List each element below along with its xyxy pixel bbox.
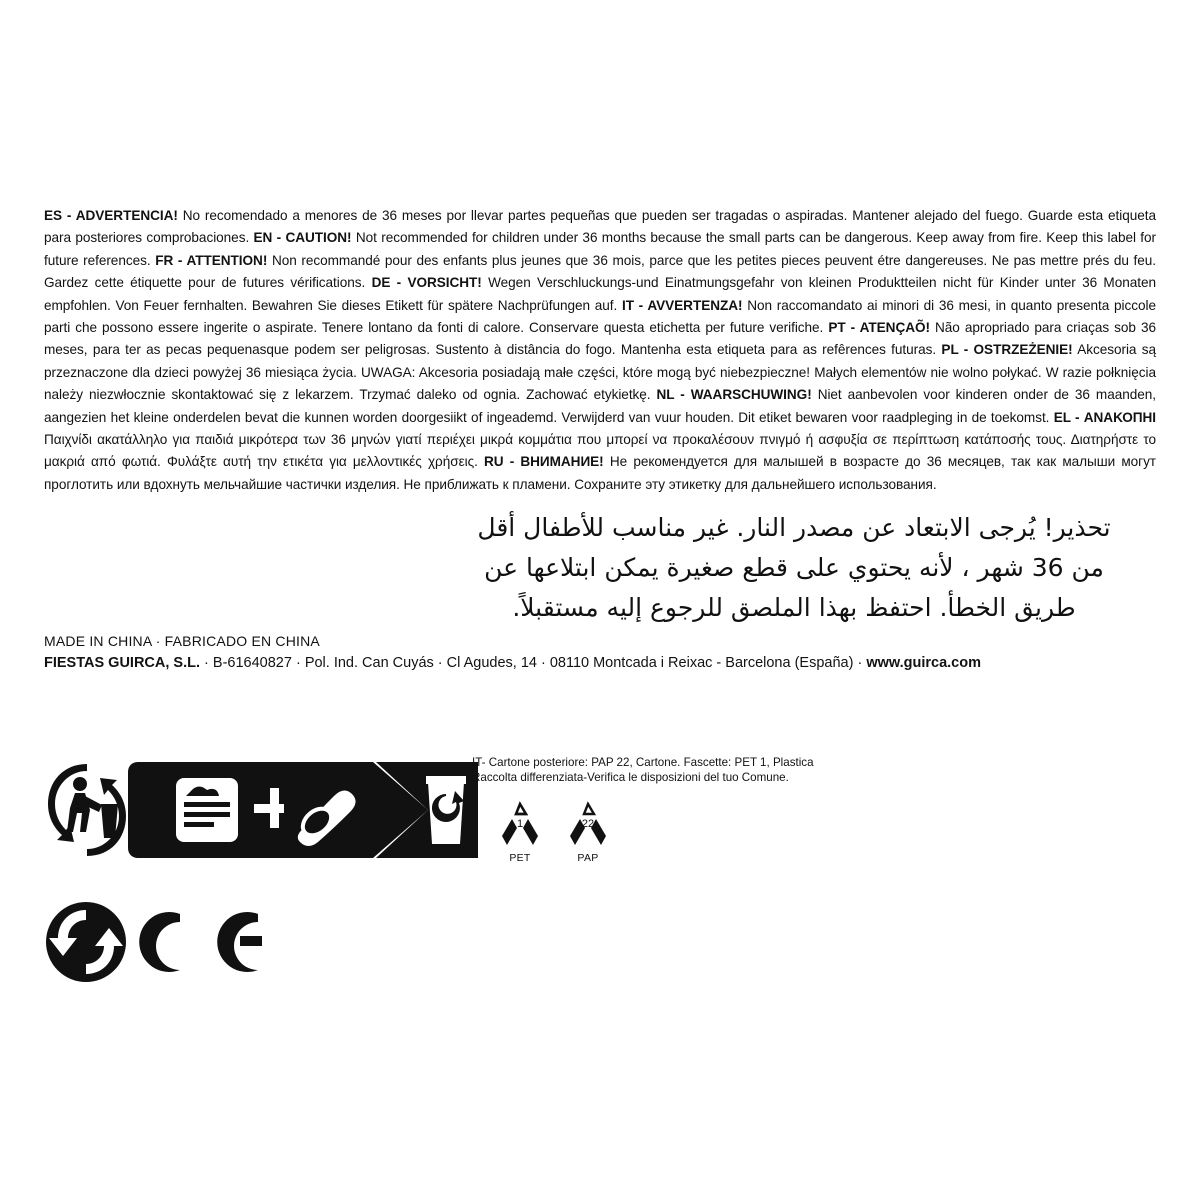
fr-country-badge: FR [44, 760, 59, 772]
warning-text-es: No recomendado a menores de 36 meses por llevar partes pequeñas que pueden ser tragadas o aspiradas. Mantener alejado del fuego. Guarde esta etiqueta para posteriores comprobaciones. [44, 208, 1156, 246]
warning-lang-tag-ru: RU - ВНИМАНИЕ! [484, 454, 604, 470]
material-triangle-pet [492, 800, 548, 864]
warning-lang-tag-nl: NL - WAARSCHUWING! [656, 387, 812, 403]
warning-text-it: Non raccomandato ai minori di 36 mesi, in quanto presenta piccole parti che possono essere ingerite o aspirate. Tenere lontano da fonti di calore. Conservare questa etichetta per future verifiche. [44, 297, 1156, 336]
warning-text-el: Παιχνίδι ακατάλληλο για παιδιά μικρότερα των 36 μηνών γιατί περιέχει μικρά κομμάτια που μπορεί να προκαλέσουν πνιγμό ή ασφυξία σε περίπτωση κατάποσής τους. Διατηρήστε το μακριά από φωτιά. Φυλάξτε αυτή την ετικέτα για μελλοντικές χρήσεις. [44, 432, 1156, 470]
warning-lang-tag-pl: PL - OSTRZEŻENIE! [941, 342, 1073, 358]
warning-text-pl: Akcesoria są przeznaczone dla dzieci powyżej 36 miesiąca życia. UWAGA: Akcesoria posiadają małe części, które mogą być niebezpieczne! Małych elementów nie wolno połykać. W razie połknięcia należy niezwłocznie skontaktować się z lekarzem. Trzymać daleko od ognia. Zachować etykietkę. [44, 342, 1156, 403]
warning-lang-tag-fr: FR - ATTENTION! [155, 252, 268, 268]
material-triangle-pet-code: 1 [516, 818, 524, 830]
gruner-punkt-icon [44, 900, 128, 984]
warning-text-nl: Niet aanbevolen voor kinderen onder de 36 maanden, aangezien het kleine onderdelen bevat die kunnen worden doorgesiikt of ingeademd. Verwijderd van vuur houden. Dit etiket bewaren voor raadpleging in de toekomst. [44, 387, 1156, 425]
ce-mark-icon [136, 910, 266, 974]
conformity-marks-group [44, 900, 274, 990]
warning-lang-tag-it: IT - AVVERTENZA! [621, 297, 743, 313]
tidyman-icon [44, 760, 130, 860]
material-triangle-pet-name: PET [509, 852, 531, 864]
italy-recycling-note [472, 755, 892, 785]
italy-recycling-note-line-2: Raccolta differenziata-Verifica le disposizioni del tuo Comune. [472, 771, 789, 784]
warning-text-ru: Не рекомендуется для малышей в возрасте до 36 месяцев, так как малыши могут проглотить или вдохнуть мельчайшие частички изделия. Не приближать к пламени. Сохраните эту этикетку для дальнейшего использования. [44, 454, 1156, 492]
warning-lang-tag-pt: PT - ATENÇAÕ! [828, 320, 930, 336]
warning-text-en: Not recommended for children under 36 months because the small parts can be dangerous. Keep away from fire. Keep this label for future references. [44, 230, 1157, 268]
multilingual-warning-text [44, 205, 1156, 496]
arabic-warning-block [434, 508, 1154, 628]
company-details: · B-61640827 · Pol. Ind. Can Cuyás · Cl Agudes, 14 · 08110 Montcada i Reixac - Barcelona (España) · [200, 655, 867, 671]
arabic-warning-line-3: طريق الخطأ. احتفظ بهذا الملصق للرجوع إليه مستقبلاً. [512, 593, 1076, 622]
material-triangle-pap [560, 800, 616, 864]
warning-lang-tag-el: EL - ΑΝΑΚΟΠΗΙ [1053, 409, 1156, 425]
warning-lang-tag-es: ES - ADVERTENCIA! [44, 208, 178, 223]
warning-text-pt: Não apropriado para criaças sob 36 meses, para ter as pecas pequenasque podem ser peligrosas. Sustento à distância do fogo. Mantenha esta etiqueta para as refêrences futuras. [44, 320, 1156, 358]
warning-text-de: Wegen Verschluckungs-und Einatmungsgefahr von kleinen Produktteilen nicht für Kinder unter 36 Monaten empfohlen. Von Feuer fernhalten. Bewahren Sie dieses Etikett für spätere Nachprüfungen auf. [44, 275, 1156, 313]
arabic-warning-line-1: تحذير! يُرجى الابتعاد عن مصدر النار. غير مناسب للأطفال أقل [477, 513, 1111, 542]
warning-lang-tag-en: EN - CAUTION! [253, 230, 352, 246]
material-triangle-pap-code: 22 [581, 818, 595, 830]
company-address-line [44, 655, 981, 671]
packaging-separation-icon [128, 762, 478, 858]
material-code-triangles [492, 800, 632, 876]
material-triangle-pap-name: PAP [577, 852, 599, 864]
made-in-text: MADE IN CHINA · FABRICADO EN CHINA [44, 633, 320, 649]
recycling-icon-group [44, 760, 444, 870]
arabic-warning-line-2: من 36 شهر ، لأنه يحتوي على قطع صغيرة يمكن ابتلاعها عن [484, 553, 1104, 582]
italy-recycling-note-line-1: IT- Cartone posteriore: PAP 22, Cartone. Fascette: PET 1, Plastica [472, 756, 814, 769]
warning-lang-tag-de: DE - VORSICHT! [371, 275, 482, 291]
company-website: www.guirca.com [866, 655, 981, 671]
warning-text-fr: Non recommandé pour des enfants plus jeunes que 36 mois, parce que les petites pieces peuvent étre dangereuses. Ne pas mettre prés du feu. Gardez cette étiquette pour de futures vérifications. [44, 252, 1157, 291]
company-name: FIESTAS GUIRCA, S.L. [44, 655, 201, 671]
